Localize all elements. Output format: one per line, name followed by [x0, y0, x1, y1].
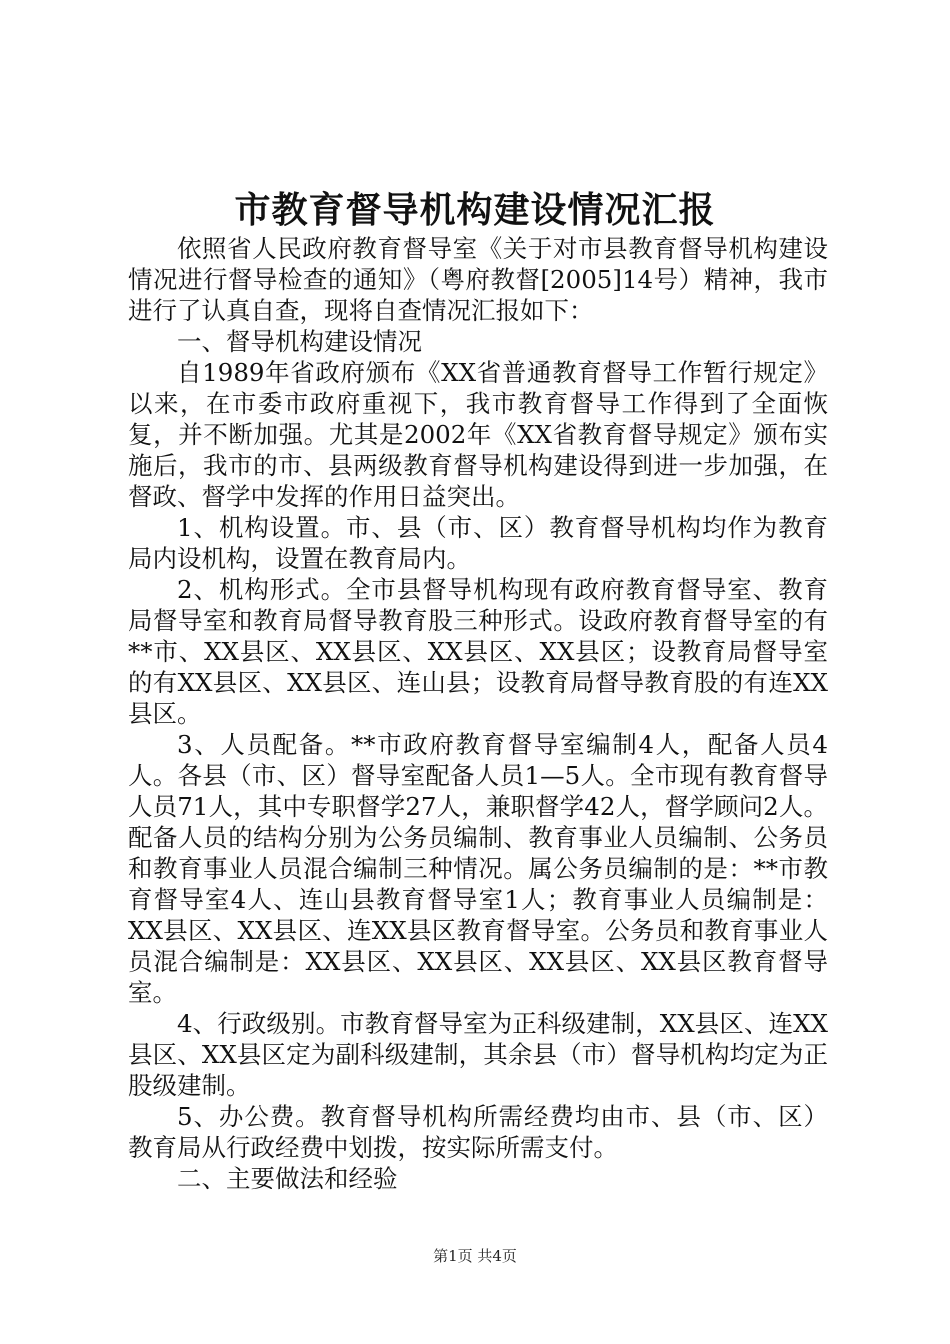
page-footer: 第1页 共4页	[433, 1247, 517, 1265]
intro-paragraph: 依照省人民政府教育督导室《关于对市县教育督导机构建设情况进行督导检查的通知》（粤府教督[2005]14号）精神，我市进行了认真自查，现将自查情况汇报如下：	[128, 234, 828, 325]
document-title: 市教育督导机构建设情况汇报	[234, 189, 716, 231]
item-1-paragraph: 1、机构设置。市、县（市、区）教育督导机构均作为教育局内设机构，设置在教育局内。	[128, 513, 828, 573]
item-2-paragraph: 2、机构形式。全市县督导机构现有政府教育督导室、教育局督导室和教育局督导教育股三种形式。设政府教育督导室的有**市、XX县区、XX县区、XX县区、XX县区；设教育局督导室的有XX县区、XX县区、连山县；设教育局督导教育股的有连XX县区。	[128, 575, 828, 728]
section-heading-2: 二、主要做法和经验	[177, 1164, 398, 1193]
item-3-paragraph: 3、人员配备。**市政府教育督导室编制4人，配备人员4人。各县（市、区）督导室配备人员1—5人。全市现有教育督导人员71人，其中专职督学27人，兼职督学42人，督学顾问2人。配备人员的结构分别为公务员编制、教育事业人员编制、公务员和教育事业人员混合编制三种情况。属公务员编制的是：**市教育督导室4人、连山县教育督导室1人；教育事业人员编制是：XX县区、XX县区、连XX县区教育督导室。公务员和教育事业人员混合编制是：XX县区、XX县区、XX县区、XX县区教育督导室。	[128, 730, 828, 1007]
document-body	[128, 233, 828, 1194]
section-heading-1: 一、督导机构建设情况	[177, 327, 422, 356]
item-5-paragraph: 5、办公费。教育督导机构所需经费均由市、县（市、区）教育局从行政经费中划拨，按实际所需支付。	[128, 1102, 828, 1162]
item-4-paragraph: 4、行政级别。市教育督导室为正科级建制，XX县区、连XX县区、XX县区定为副科级建制，其余县（市）督导机构均定为正股级建制。	[128, 1009, 828, 1100]
background-paragraph: 自1989年省政府颁布《XX省普通教育督导工作暂行规定》以来，在市委市政府重视下，我市教育督导工作得到了全面恢复，并不断加强。尤其是2002年《XX省教育督导规定》颁布实施后，我市的市、县两级教育督导机构建设得到进一步加强，在督政、督学中发挥的作用日益突出。	[128, 358, 828, 511]
